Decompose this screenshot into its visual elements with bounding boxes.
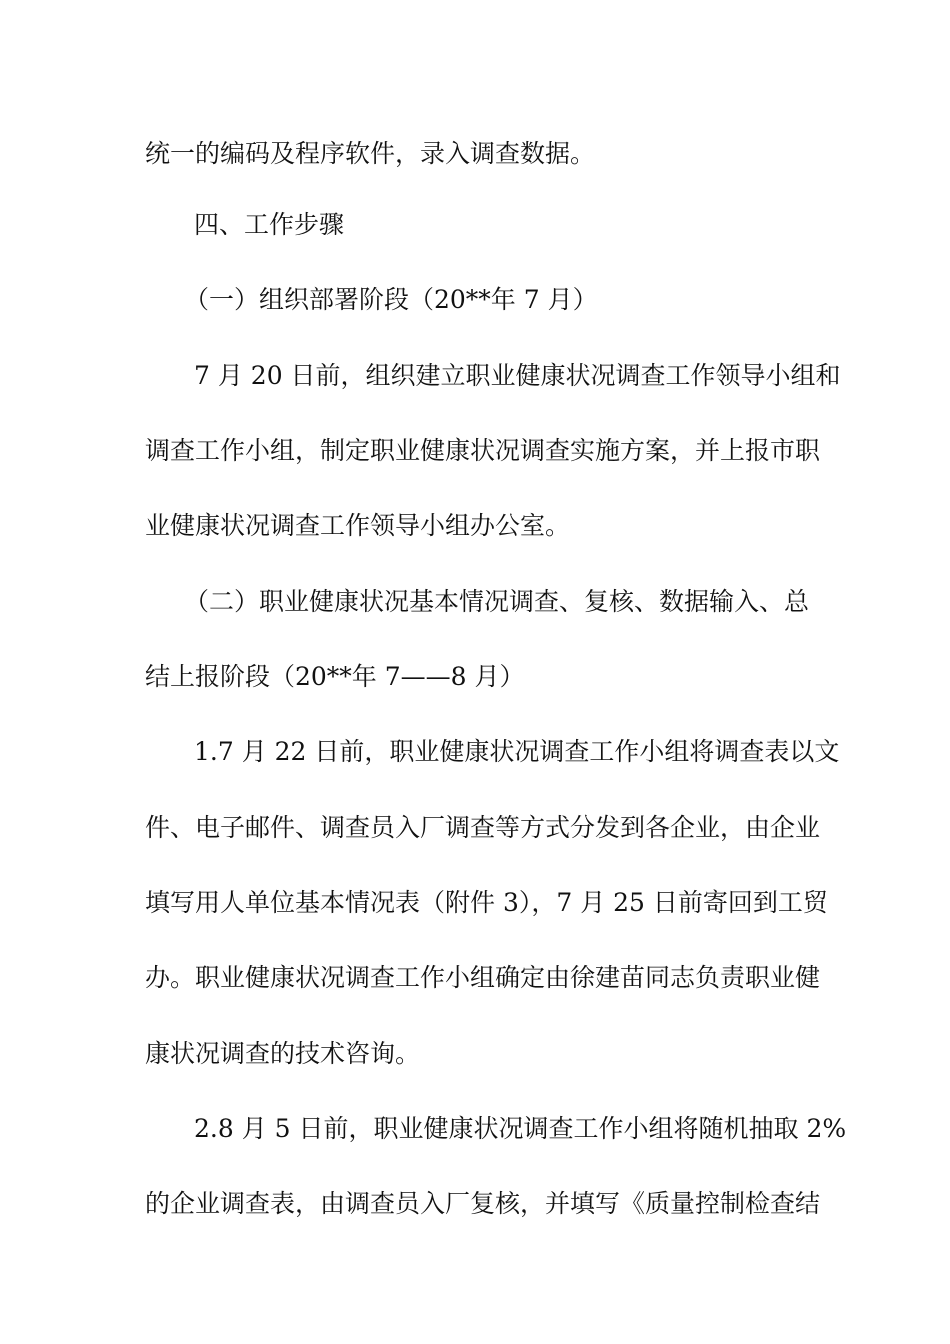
subsection-heading-2: （二）职业健康状况基本情况调查、复核、数据输入、总 bbox=[184, 587, 810, 616]
paragraph-line: 2.8 月 5 日前，职业健康状况调查工作小组将随机抽取 2% bbox=[194, 1114, 847, 1143]
paragraph-line: 业健康状况调查工作领导小组办公室。 bbox=[145, 511, 571, 540]
paragraph-line: 的企业调查表，由调查员入厂复核，并填写《质量控制检查结 bbox=[145, 1189, 821, 1218]
paragraph-line: 件、电子邮件、调查员入厂调查等方式分发到各企业，由企业 bbox=[145, 813, 821, 842]
section-heading-work-steps: 四、工作步骤 bbox=[194, 210, 345, 239]
paragraph-line: 调查工作小组，制定职业健康状况调查实施方案，并上报市职 bbox=[145, 436, 821, 465]
paragraph-line: 1.7 月 22 日前，职业健康状况调查工作小组将调查表以文 bbox=[194, 737, 840, 766]
paragraph-line: 康状况调查的技术咨询。 bbox=[145, 1039, 421, 1068]
paragraph-line: 办。职业健康状况调查工作小组确定由徐建苗同志负责职业健 bbox=[145, 963, 821, 992]
paragraph-line-continuation: 统一的编码及程序软件，录入调查数据。 bbox=[145, 139, 596, 168]
paragraph-line: 7 月 20 日前，组织建立职业健康状况调查工作领导小组和 bbox=[194, 361, 841, 390]
subsection-heading-2-cont: 结上报阶段（20**年 7——8 月） bbox=[145, 662, 525, 691]
paragraph-line: 填写用人单位基本情况表（附件 3），7 月 25 日前寄回到工贸 bbox=[145, 888, 828, 917]
subsection-heading-1: （一）组织部署阶段（20**年 7 月） bbox=[184, 285, 598, 314]
